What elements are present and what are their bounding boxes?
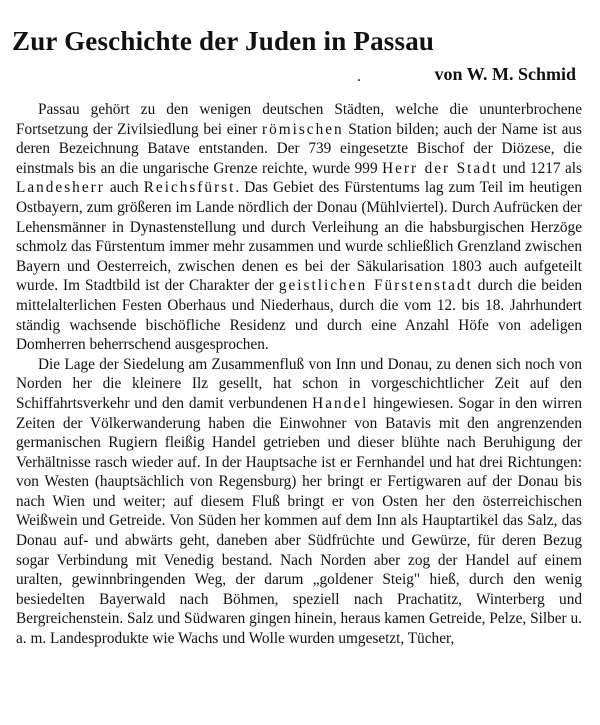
text-run: auch xyxy=(104,179,144,197)
article-author: von W. M. Schmid xyxy=(434,64,576,84)
stray-dot: . xyxy=(357,68,361,85)
text-run: Station bilden; auch der Name ist aus deren Bezeichnung Batave entstanden. Der 739 eingesetzte Bischof der Diözese, die einstmals bis an die ungarische Grenze reichte, wurde 999 xyxy=(16,120,583,177)
text-run: . Das Gebiet des Fürstentums lag zum Teil im heutigen Ostbayern, zum größeren im Lande nördlich der Donau (Mühlviertel). Durch Aufrücken der Lehensmänner in Dynastenstellung und durch Verleihung an die habsburgischen Herzöge schmolz das Fürstentum immer mehr zusammen und wurde schließlich Grenzland zwischen Bayern und Oesterreich, zwischen denen es bei der Säkularisation 1803 auch aufgeteilt wurde. Im Stadtbild ist der Charakter der xyxy=(16,179,582,295)
text-run: durch die beiden mittelalterlichen Festen Oberhaus und Niederhaus, durch die vom 12. bis 18. Jahrhundert ständig wachsende bischöfliche Residenz und durch eine Anzahl Höfe von adeligen Domherren beherrschend ausgesprochen. xyxy=(16,277,583,354)
spaced-term: Herr der Stadt xyxy=(382,159,499,177)
article-body xyxy=(16,100,582,649)
text-run: Passau gehört zu den wenigen deutschen Städten, welche die ununterbrochene Fortsetzung der Zivilsiedlung bei einer xyxy=(16,101,582,138)
text-run: hingewiesen. Sogar in den wirren Zeiten der Völkerwanderung haben die Einwohner von Batavis mit den angrenzenden germanischen Rugiern fleißig Handel getrieben und dieser blühte nach Beruhigung der Verhältnisse rasch wieder auf. In der Hauptsache ist er Fernhandel und hat drei Richtungen: von Westen (hauptsächlich von Regensburg) her bringt er Fertigwaren auf der Donau bis nach Wien und weiter; auf diesem Fluß bringt er von Osten her den österreichischen Weißwein und Getreide. Von Süden her kommen auf dem Inn als Hauptartikel das Salz, das Donau auf- und abwärts geht, daneben aber Südfrüchte und Gewürze, für deren Bezug sogar Verbindung mit Venedig bestand. Nach Norden aber zog der Handel auf einem uralten, gewinnbringenden Weg, der darum „goldener Steig" hieß, durch den wenig besiedelten Bayerwald nach Böhmen, speziell nach Prachatitz, Winterberg und Bergreichenstein. Salz und Südwaren gingen hinein, heraus kamen Getreide, Pelze, Silber u. a. m. Landesprodukte wie Wachs und Wolle wurden umgesetzt, Tücher, xyxy=(16,394,582,648)
paragraph-2 xyxy=(16,355,582,649)
paragraph-1 xyxy=(16,100,582,355)
article-title: Zur Geschichte der Juden in Passau xyxy=(12,26,435,56)
spaced-term: Landesherr xyxy=(16,179,105,197)
spaced-term: Reichsfürst xyxy=(143,179,236,197)
text-run: Die Lage der Siedelung am Zusammenfluß von Inn und Donau, zu denen sich noch von Norden her die kleinere Ilz gesellt, hat schon in vorgeschichtlicher Zeit auf den Schiffahrtsverkehr und den damit verbundenen xyxy=(16,355,582,412)
spaced-term: römischen xyxy=(261,120,344,138)
spaced-term: geistlichen Fürstenstadt xyxy=(278,277,473,295)
text-run: und 1217 als xyxy=(498,159,583,177)
spaced-term: Handel xyxy=(312,394,369,412)
